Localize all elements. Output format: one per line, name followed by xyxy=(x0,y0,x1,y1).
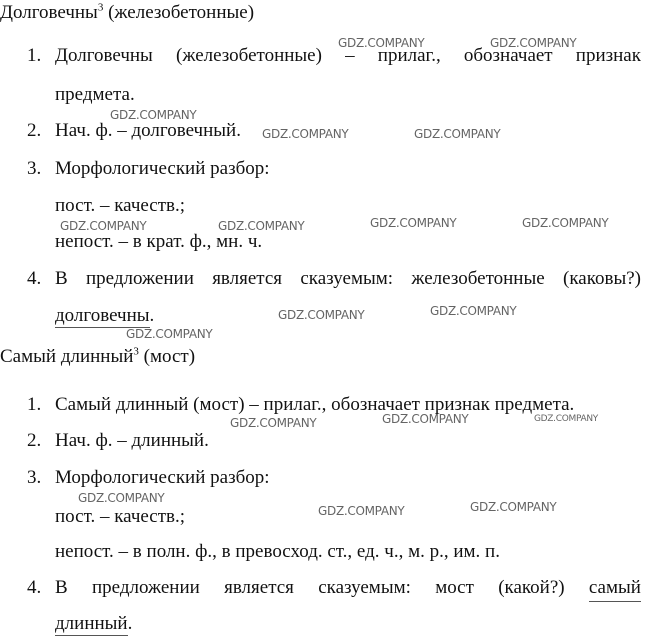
watermark: GDZ.COMPANY xyxy=(430,304,517,318)
word: предложении xyxy=(91,577,200,598)
word: мост xyxy=(435,577,474,598)
watermark: GDZ.COMPANY xyxy=(60,219,147,233)
predicate-underlined: долговечны xyxy=(55,305,150,326)
watermark: GDZ.COMPANY xyxy=(110,108,197,122)
watermark: GDZ.COMPANY xyxy=(490,36,577,50)
heading-parenthetical: (железобетонные) xyxy=(103,2,255,23)
item-continuation: предмета. xyxy=(55,84,135,105)
non-constant-features: непост. – в крат. ф., мн. ч. xyxy=(55,231,263,252)
watermark: GDZ.COMPANY xyxy=(262,127,349,141)
item-number: 1. xyxy=(27,45,42,66)
section-heading-2 xyxy=(0,345,195,369)
word: предложении xyxy=(86,268,194,289)
watermark: GDZ.COMPANY xyxy=(414,127,501,141)
item-number: 1. xyxy=(27,394,42,415)
watermark: GDZ.COMPANY xyxy=(78,491,165,505)
item-number: 3. xyxy=(27,158,42,179)
watermark: GDZ.COMPANY xyxy=(126,327,213,341)
section-heading-1 xyxy=(0,1,254,25)
word: (каковы?) xyxy=(563,268,641,289)
item-text xyxy=(55,576,641,602)
item-number: 3. xyxy=(27,467,42,488)
watermark: GDZ.COMPANY xyxy=(370,216,457,230)
item-number: 4. xyxy=(27,268,42,289)
item-text: Нач. ф. – долговечный. xyxy=(55,120,241,141)
item-text: Самый длинный (мост) – прилаг., обозначает признак предмета. xyxy=(55,394,575,415)
heading-word: Долговечны xyxy=(0,2,98,23)
word: Долговечны xyxy=(55,45,153,66)
period: . xyxy=(127,613,133,634)
word: (какой?) xyxy=(498,577,565,598)
watermark: GDZ.COMPANY xyxy=(278,308,365,322)
footnote-marker: 3 xyxy=(97,1,104,14)
constant-features: пост. – качеств.; xyxy=(55,195,186,216)
item-text: Морфологический разбор: xyxy=(55,467,270,488)
watermark: GDZ.COMPANY xyxy=(534,414,599,424)
word: сказуемым: xyxy=(318,577,411,598)
heading-parenthetical: (мост) xyxy=(138,346,196,367)
word: (железобетонные) xyxy=(176,45,322,66)
word: является xyxy=(224,577,294,598)
heading-word: Самый длинный xyxy=(0,346,134,367)
predicate-underlined: самый xyxy=(589,576,641,602)
item-number: 2. xyxy=(27,120,42,141)
constant-features: пост. – качеств.; xyxy=(55,506,186,527)
watermark: GDZ.COMPANY xyxy=(230,416,317,430)
word: прилаг., xyxy=(377,45,441,66)
item-continuation xyxy=(55,304,154,328)
word: является xyxy=(212,268,283,289)
item-number: 2. xyxy=(27,430,42,451)
item-text: Нач. ф. – длинный. xyxy=(55,430,209,451)
predicate-underlined: длинный xyxy=(55,613,128,634)
watermark: GDZ.COMPANY xyxy=(382,412,469,426)
item-continuation xyxy=(55,612,132,636)
word: признак xyxy=(575,45,641,66)
footnote-marker: 3 xyxy=(133,345,139,358)
item-text xyxy=(55,267,641,291)
item-text: Морфологический разбор: xyxy=(55,158,270,179)
non-constant-features: непост. – в полн. ф., в превосход. ст., ед. ч., м. р., им. п. xyxy=(55,541,500,562)
word: В xyxy=(55,577,68,598)
word: В xyxy=(55,268,68,289)
watermark: GDZ.COMPANY xyxy=(218,219,305,233)
word: обозначает xyxy=(463,45,553,66)
watermark: GDZ.COMPANY xyxy=(470,500,557,514)
watermark: GDZ.COMPANY xyxy=(522,216,609,230)
word: – xyxy=(345,45,355,66)
item-number: 4. xyxy=(27,577,42,598)
word: сказуемым: xyxy=(300,268,394,289)
watermark: GDZ.COMPANY xyxy=(338,36,425,50)
period: . xyxy=(149,305,155,326)
watermark: GDZ.COMPANY xyxy=(318,504,405,518)
word: железобетонные xyxy=(411,268,545,289)
